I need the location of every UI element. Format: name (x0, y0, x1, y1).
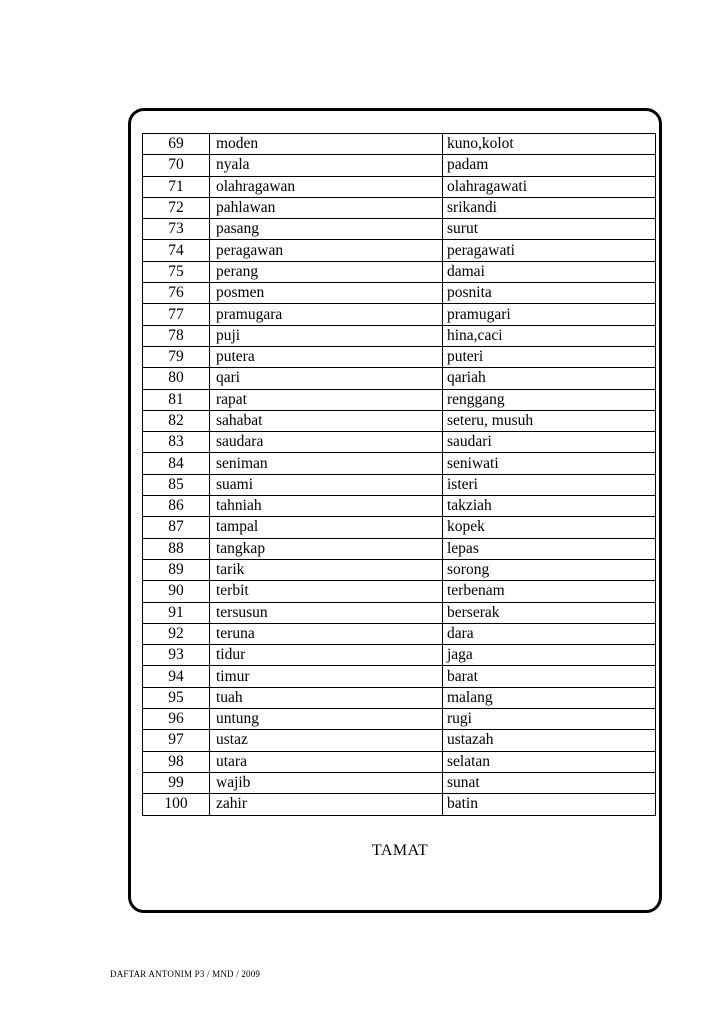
antonym-cell: terbenam (443, 581, 656, 602)
row-number: 83 (143, 432, 210, 453)
table-row (143, 751, 656, 772)
word-cell: zahir (210, 794, 443, 815)
word-cell: suami (210, 474, 443, 495)
word-cell: saudara (210, 432, 443, 453)
word-cell: pramugara (210, 304, 443, 325)
antonym-cell: olahragawati (443, 176, 656, 197)
table-row (143, 645, 656, 666)
table-row (143, 325, 656, 346)
table-row (143, 496, 656, 517)
word-cell: untung (210, 709, 443, 730)
row-number: 85 (143, 474, 210, 495)
row-number: 72 (143, 197, 210, 218)
table-row (143, 623, 656, 644)
word-cell: tidur (210, 645, 443, 666)
word-cell: utara (210, 751, 443, 772)
row-number: 91 (143, 602, 210, 623)
row-number: 71 (143, 176, 210, 197)
table-row (143, 794, 656, 815)
table-row (143, 559, 656, 580)
word-cell: qari (210, 368, 443, 389)
row-number: 77 (143, 304, 210, 325)
table-row (143, 197, 656, 218)
antonym-cell: isteri (443, 474, 656, 495)
table-row (143, 304, 656, 325)
antonym-cell: padam (443, 155, 656, 176)
antonym-cell: surut (443, 219, 656, 240)
row-number: 98 (143, 751, 210, 772)
word-cell: tarik (210, 559, 443, 580)
table-row (143, 666, 656, 687)
table-row (143, 453, 656, 474)
antonym-cell: jaga (443, 645, 656, 666)
page-footer: DAFTAR ANTONIM P3 / MND / 2009 (110, 969, 261, 979)
antonym-cell: kopek (443, 517, 656, 538)
word-cell: pahlawan (210, 197, 443, 218)
table-row (143, 432, 656, 453)
antonym-cell: malang (443, 687, 656, 708)
row-number: 79 (143, 346, 210, 367)
word-cell: timur (210, 666, 443, 687)
row-number: 74 (143, 240, 210, 261)
word-cell: puji (210, 325, 443, 346)
word-cell: peragawan (210, 240, 443, 261)
word-cell: tampal (210, 517, 443, 538)
word-cell: nyala (210, 155, 443, 176)
row-number: 94 (143, 666, 210, 687)
antonym-cell: barat (443, 666, 656, 687)
table-row (143, 538, 656, 559)
row-number: 95 (143, 687, 210, 708)
word-cell: pasang (210, 219, 443, 240)
antonym-cell: srikandi (443, 197, 656, 218)
word-cell: moden (210, 134, 443, 155)
table-row (143, 389, 656, 410)
row-number: 87 (143, 517, 210, 538)
table-row (143, 709, 656, 730)
row-number: 78 (143, 325, 210, 346)
word-cell: tersusun (210, 602, 443, 623)
row-number: 76 (143, 283, 210, 304)
row-number: 89 (143, 559, 210, 580)
table-row (143, 283, 656, 304)
antonym-cell: peragawati (443, 240, 656, 261)
row-number: 73 (143, 219, 210, 240)
antonym-cell: ustazah (443, 730, 656, 751)
row-number: 81 (143, 389, 210, 410)
word-cell: sahabat (210, 410, 443, 431)
row-number: 97 (143, 730, 210, 751)
word-cell: ustaz (210, 730, 443, 751)
row-number: 80 (143, 368, 210, 389)
antonym-cell: hina,caci (443, 325, 656, 346)
antonym-cell: qariah (443, 368, 656, 389)
word-cell: perang (210, 261, 443, 282)
word-cell: tuah (210, 687, 443, 708)
antonym-cell: renggang (443, 389, 656, 410)
table-row (143, 687, 656, 708)
table-row (143, 219, 656, 240)
table-row (143, 346, 656, 367)
table-row (143, 176, 656, 197)
row-number: 96 (143, 709, 210, 730)
antonym-cell: seniwati (443, 453, 656, 474)
table-row (143, 134, 656, 155)
antonym-cell: posnita (443, 283, 656, 304)
antonym-cell: dara (443, 623, 656, 644)
table-row (143, 602, 656, 623)
antonym-cell: sunat (443, 772, 656, 793)
table-row (143, 581, 656, 602)
row-number: 92 (143, 623, 210, 644)
word-cell: teruna (210, 623, 443, 644)
word-cell: rapat (210, 389, 443, 410)
row-number: 88 (143, 538, 210, 559)
antonym-table (142, 133, 656, 816)
table-row (143, 410, 656, 431)
row-number: 90 (143, 581, 210, 602)
antonym-cell: rugi (443, 709, 656, 730)
row-number: 86 (143, 496, 210, 517)
word-cell: putera (210, 346, 443, 367)
row-number: 75 (143, 261, 210, 282)
row-number: 99 (143, 772, 210, 793)
table-row (143, 155, 656, 176)
antonym-cell: batin (443, 794, 656, 815)
row-number: 84 (143, 453, 210, 474)
row-number: 93 (143, 645, 210, 666)
antonym-cell: seteru, musuh (443, 410, 656, 431)
antonym-table-body (143, 134, 656, 816)
word-cell: tangkap (210, 538, 443, 559)
antonym-cell: takziah (443, 496, 656, 517)
ending-text: TAMAT (371, 842, 429, 859)
word-cell: tahniah (210, 496, 443, 517)
table-row (143, 240, 656, 261)
antonym-cell: damai (443, 261, 656, 282)
table-row (143, 368, 656, 389)
antonym-cell: kuno,kolot (443, 134, 656, 155)
table-row (143, 772, 656, 793)
table-row (143, 474, 656, 495)
row-number: 100 (143, 794, 210, 815)
antonym-cell: lepas (443, 538, 656, 559)
word-cell: posmen (210, 283, 443, 304)
row-number: 69 (143, 134, 210, 155)
table-row (143, 517, 656, 538)
antonym-cell: puteri (443, 346, 656, 367)
antonym-cell: sorong (443, 559, 656, 580)
antonym-cell: selatan (443, 751, 656, 772)
row-number: 82 (143, 410, 210, 431)
antonym-cell: berserak (443, 602, 656, 623)
word-cell: terbit (210, 581, 443, 602)
word-cell: olahragawan (210, 176, 443, 197)
antonym-cell: saudari (443, 432, 656, 453)
table-row (143, 261, 656, 282)
word-cell: wajib (210, 772, 443, 793)
table-row (143, 730, 656, 751)
antonym-cell: pramugari (443, 304, 656, 325)
row-number: 70 (143, 155, 210, 176)
word-cell: seniman (210, 453, 443, 474)
